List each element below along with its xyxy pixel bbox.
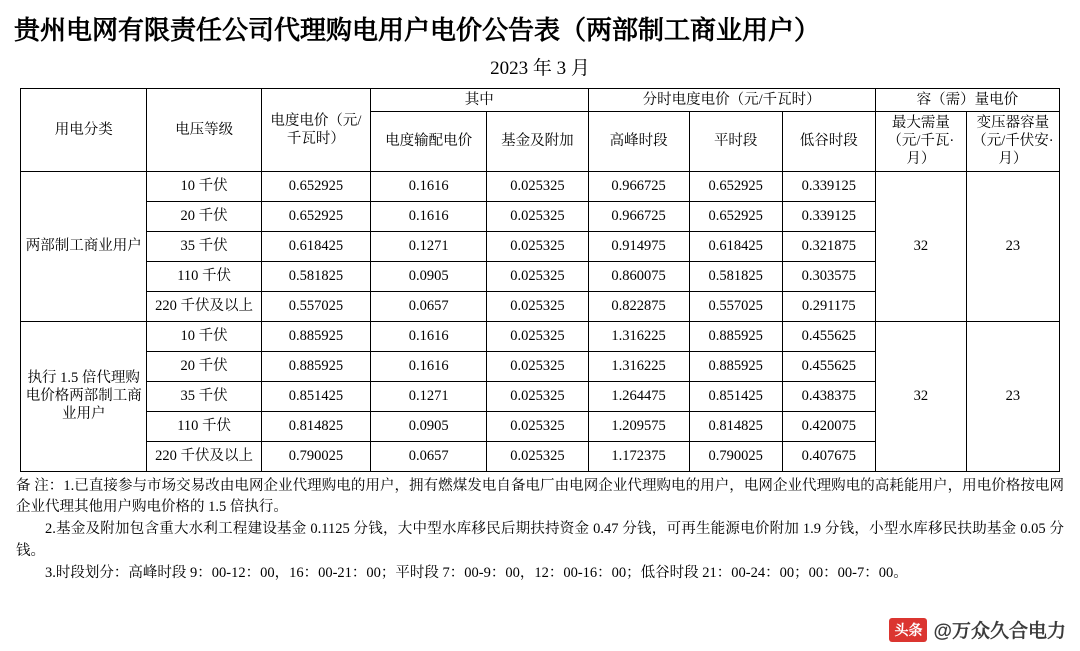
voltage-cell: 110 千伏 (147, 261, 261, 291)
energy-price-cell: 0.851425 (261, 381, 370, 411)
header-energy-price: 电度电价（元/千瓦时） (261, 89, 370, 172)
fund-surcharge-cell: 0.025325 (487, 351, 588, 381)
voltage-cell: 10 千伏 (147, 321, 261, 351)
fund-surcharge-cell: 0.025325 (487, 201, 588, 231)
peak-cell: 1.316225 (588, 351, 689, 381)
valley-cell: 0.321875 (782, 231, 875, 261)
page-title: 贵州电网有限责任公司代理购电用户电价公告表（两部制工商业用户） (14, 15, 821, 45)
transformer-capacity-cell: 23 (966, 171, 1059, 321)
flat-cell: 0.652925 (689, 171, 782, 201)
valley-cell: 0.291175 (782, 291, 875, 321)
flat-cell: 0.652925 (689, 201, 782, 231)
energy-price-cell: 0.652925 (261, 201, 370, 231)
peak-cell: 0.822875 (588, 291, 689, 321)
header-tou-group: 分时电度电价（元/千瓦时） (588, 89, 875, 112)
header-category: 用电分类 (21, 89, 147, 172)
peak-cell: 0.860075 (588, 261, 689, 291)
transmission-cell: 0.1616 (371, 171, 487, 201)
header-among-which: 其中 (371, 89, 588, 112)
note-line-3: 3.时段划分：高峰时段 9：00-12：00，16：00-21：00；平时段 7：00-9：00，12：00-16：00；低谷时段 21：00-24：00；00：00-7：00。 (45, 564, 908, 581)
valley-cell: 0.420075 (782, 411, 875, 441)
fund-surcharge-cell: 0.025325 (487, 441, 588, 471)
voltage-cell: 220 千伏及以上 (147, 441, 261, 471)
flat-cell: 0.851425 (689, 381, 782, 411)
flat-cell: 0.885925 (689, 321, 782, 351)
energy-price-cell: 0.557025 (261, 291, 370, 321)
valley-cell: 0.339125 (782, 201, 875, 231)
valley-cell: 0.438375 (782, 381, 875, 411)
energy-price-cell: 0.652925 (261, 171, 370, 201)
table-row (21, 171, 1060, 201)
peak-cell: 1.172375 (588, 441, 689, 471)
peak-cell: 1.209575 (588, 411, 689, 441)
header-transmission: 电度输配电价 (371, 112, 487, 171)
fund-surcharge-cell: 0.025325 (487, 321, 588, 351)
transmission-cell: 0.0657 (371, 291, 487, 321)
header-valley: 低谷时段 (782, 112, 875, 171)
watermark-text: @万众久合电力 (933, 621, 1066, 642)
watermark (889, 616, 1066, 643)
energy-price-cell: 0.814825 (261, 411, 370, 441)
transformer-capacity-cell: 23 (966, 321, 1059, 471)
transmission-cell: 0.1616 (371, 321, 487, 351)
notes-section (0, 472, 1080, 585)
transmission-cell: 0.0905 (371, 261, 487, 291)
transmission-cell: 0.0657 (371, 441, 487, 471)
note-line-1: 备 注：1.已直接参与市场交易改由电网企业代理购电的用户，拥有燃煤发电自备电厂由电网企业代理购电的用户，电网企业代理购电的高耗能用户，用电价格按电网企业代理其他用户购电价格的 1.5 倍执行。 (16, 477, 1064, 516)
voltage-cell: 20 千伏 (147, 351, 261, 381)
flat-cell: 0.557025 (689, 291, 782, 321)
valley-cell: 0.339125 (782, 171, 875, 201)
transmission-cell: 0.1616 (371, 201, 487, 231)
peak-cell: 1.264475 (588, 381, 689, 411)
voltage-cell: 35 千伏 (147, 231, 261, 261)
fund-surcharge-cell: 0.025325 (487, 171, 588, 201)
fund-surcharge-cell: 0.025325 (487, 291, 588, 321)
category-cell: 两部制工商业用户 (21, 171, 147, 321)
header-fund-surcharge: 基金及附加 (487, 112, 588, 171)
max-demand-cell: 32 (875, 321, 966, 471)
header-max-demand: 最大需量（元/千瓦·月） (875, 112, 966, 171)
header-voltage: 电压等级 (147, 89, 261, 172)
valley-cell: 0.455625 (782, 321, 875, 351)
flat-cell: 0.885925 (689, 351, 782, 381)
fund-surcharge-cell: 0.025325 (487, 381, 588, 411)
fund-surcharge-cell: 0.025325 (487, 411, 588, 441)
flat-cell: 0.581825 (689, 261, 782, 291)
fund-surcharge-cell: 0.025325 (487, 261, 588, 291)
page-subtitle: 2023 年 3 月 (490, 58, 590, 79)
flat-cell: 0.814825 (689, 411, 782, 441)
energy-price-cell: 0.790025 (261, 441, 370, 471)
header-transformer-capacity: 变压器容量（元/千伏安·月） (966, 112, 1059, 171)
note-line-2: 2.基金及附加包含重大水利工程建设基金 0.1125 分钱，大中型水库移民后期扶持资金 0.47 分钱，可再生能源电价附加 1.9 分钱，小型水库移民扶助基金 0.05 分钱。 (16, 521, 1064, 559)
peak-cell: 1.316225 (588, 321, 689, 351)
header-capacity-group: 容（需）量电价 (875, 89, 1059, 112)
energy-price-cell: 0.618425 (261, 231, 370, 261)
flat-cell: 0.618425 (689, 231, 782, 261)
voltage-cell: 110 千伏 (147, 411, 261, 441)
peak-cell: 0.966725 (588, 171, 689, 201)
valley-cell: 0.303575 (782, 261, 875, 291)
energy-price-cell: 0.885925 (261, 351, 370, 381)
category-cell: 执行 1.5 倍代理购电价格两部制工商业用户 (21, 321, 147, 471)
energy-price-cell: 0.885925 (261, 321, 370, 351)
transmission-cell: 0.1271 (371, 231, 487, 261)
transmission-cell: 0.1271 (371, 381, 487, 411)
transmission-cell: 0.1616 (371, 351, 487, 381)
voltage-cell: 10 千伏 (147, 171, 261, 201)
max-demand-cell: 32 (875, 171, 966, 321)
voltage-cell: 35 千伏 (147, 381, 261, 411)
toutiao-badge: 头条 (889, 618, 927, 642)
header-flat: 平时段 (689, 112, 782, 171)
voltage-cell: 20 千伏 (147, 201, 261, 231)
valley-cell: 0.455625 (782, 351, 875, 381)
header-peak: 高峰时段 (588, 112, 689, 171)
flat-cell: 0.790025 (689, 441, 782, 471)
peak-cell: 0.914975 (588, 231, 689, 261)
voltage-cell: 220 千伏及以上 (147, 291, 261, 321)
fund-surcharge-cell: 0.025325 (487, 231, 588, 261)
transmission-cell: 0.0905 (371, 411, 487, 441)
table-header-row-1 (21, 89, 1060, 112)
peak-cell: 0.966725 (588, 201, 689, 231)
table-row (21, 321, 1060, 351)
valley-cell: 0.407675 (782, 441, 875, 471)
energy-price-cell: 0.581825 (261, 261, 370, 291)
electricity-price-table (20, 88, 1060, 472)
